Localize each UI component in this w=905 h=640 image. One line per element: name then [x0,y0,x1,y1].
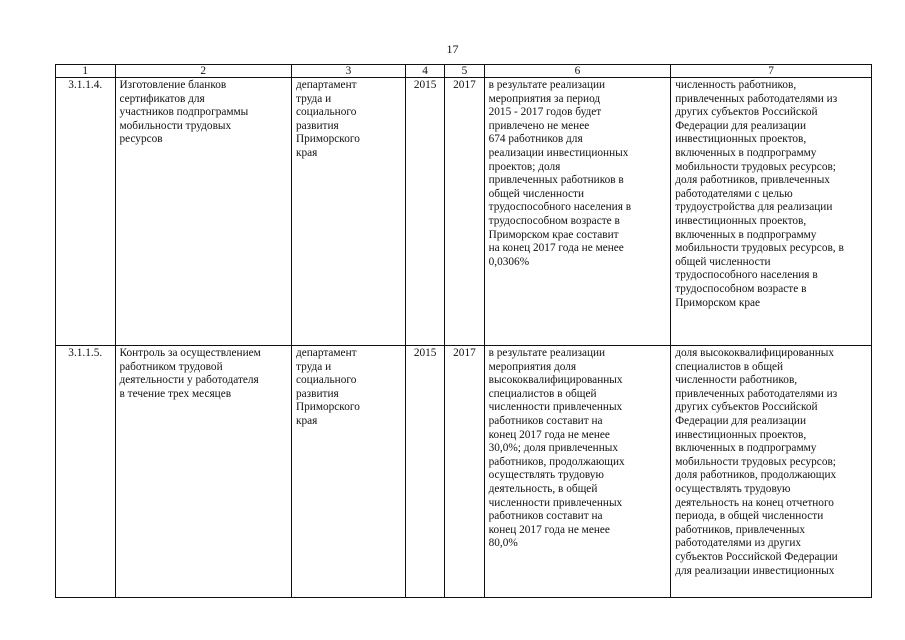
measures-table [55,64,872,598]
start-year: 2015 [405,346,444,598]
activity-name: Контроль за осуществлением работником трудовой деятельности у работодателя в течение трех месяцев [115,346,292,598]
header-row [56,65,872,78]
start-year: 2015 [405,78,444,346]
column-header-3: 3 [292,65,406,78]
expected-result: в результате реализации мероприятия за период 2015 - 2017 годов будет привлечено не менее 674 работников для реализации инвестиционных проектов; доля привлеченных работников в общей численности трудоспособного населения в трудоспособном возрасте в Приморском крае составит на конец 2017 года не менее 0,0306% [484,78,671,346]
column-header-2: 2 [115,65,292,78]
table-row [56,346,872,598]
end-year: 2017 [445,78,484,346]
activity-name: Изготовление бланков сертификатов для участников подпрограммы мобильности трудовых ресурсов [115,78,292,346]
table-row [56,78,872,346]
item-code: 3.1.1.4. [56,78,116,346]
column-header-6: 6 [484,65,671,78]
target-indicator: доля высококвалифицированных специалистов в общей численности работников, привлеченных работодателями из других субъектов Российской Федерации для реализации инвестиционных проектов, включенных в подпрограмму мобильности трудовых ресурсов; доля работников, продолжающих осуществлять трудовую деятельность на конец отчетного периода, в общей численности работников, привлеченных работодателями из других субъектов Российской Федерации для реализации инвестиционных [671,346,872,598]
expected-result: в результате реализации мероприятия доля высококвалифицированных специалистов в общей численности привлеченных работников составит на конец 2017 года не менее 30,0%; доля привлеченных работников, продолжающих осуществлять трудовую деятельность, в общей численности привлеченных работников составит на конец 2017 года не менее 80,0% [484,346,671,598]
target-indicator: численность работников, привлеченных работодателями из других субъектов Российской Федерации для реализации инвестиционных проектов, включенных в подпрограмму мобильности трудовых ресурсов; доля работников, привлеченных работодателями с целью трудоустройства для реализации инвестиционных проектов, включенных в подпрограмму мобильности трудовых ресурсов, в общей численности трудоспособного населения в трудоспособном возрасте в Приморском крае [671,78,872,346]
column-header-7: 7 [671,65,872,78]
end-year: 2017 [445,346,484,598]
executor: департамент труда и социального развития Приморского края [292,346,406,598]
item-code: 3.1.1.5. [56,346,116,598]
executor: департамент труда и социального развития Приморского края [292,78,406,346]
page-number: 17 [446,42,459,56]
column-header-4: 4 [405,65,444,78]
column-header-5: 5 [445,65,484,78]
column-header-1: 1 [56,65,116,78]
